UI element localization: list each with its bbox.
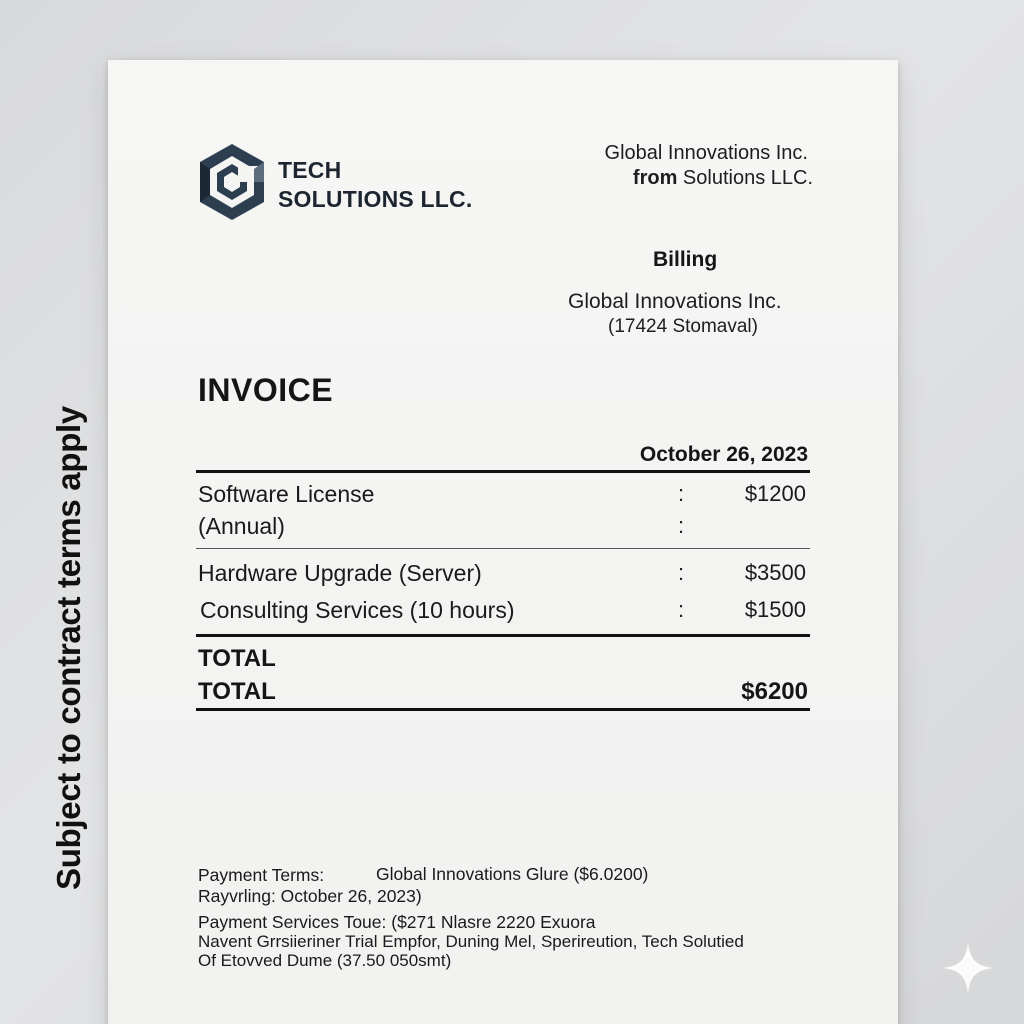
side-note-vertical: Subject to contract terms apply xyxy=(50,406,87,890)
footer-notes-line-2: Of Etovved Dume (37.50 050smt) xyxy=(198,951,452,970)
invoice-date: October 26, 2023 xyxy=(639,443,808,466)
billing-address: (17424 Stomaval) xyxy=(608,316,758,337)
footer-notes-line: Navent Grrsiieriner Trial Empfor, Duning Mel, Sperireution, Tech Solutied xyxy=(198,932,744,951)
header-company-name: Global Innovations Inc. xyxy=(604,142,808,164)
logo-line-2: SOLUTIONS LLC. xyxy=(278,186,473,212)
sparkle-icon xyxy=(940,940,996,996)
item-1-description: Software License xyxy=(198,481,375,507)
header-subline-rest: Solutions LLC. xyxy=(677,167,813,189)
totals-bottom-rule xyxy=(196,708,810,711)
item-3-colon: : xyxy=(678,597,685,622)
payment-services-line: Payment Services Toue: ($271 Nlasre 2220 Exuora xyxy=(198,912,596,932)
logo-line-1: TECH xyxy=(278,157,342,183)
item-1-colon: : xyxy=(678,481,685,506)
billing-name: Global Innovations Inc. xyxy=(568,290,782,313)
company-logo-text xyxy=(278,156,472,214)
billing-heading: Billing xyxy=(653,248,718,271)
totals-top-rule xyxy=(196,634,810,637)
total-label-1: TOTAL xyxy=(198,645,276,672)
item-2-description: Hardware Upgrade (Server) xyxy=(198,560,482,586)
payment-terms-value: Global Innovations Glure ($6.0200) xyxy=(376,864,649,884)
table-top-rule xyxy=(196,470,810,473)
invoice-document xyxy=(108,60,898,1024)
payment-date-line: Rayvrling: October 26, 2023) xyxy=(198,886,422,906)
item-2-colon: : xyxy=(678,560,685,585)
header-company-subline xyxy=(633,167,813,190)
total-amount: $6200 xyxy=(741,678,808,705)
item-1-amount: $1200 xyxy=(744,481,806,506)
invoice-title: INVOICE xyxy=(198,372,334,408)
item-1-description-line2: (Annual) xyxy=(198,513,285,539)
item-3-description: Consulting Services (10 hours) xyxy=(200,597,515,623)
item-3-amount: $1500 xyxy=(744,597,806,622)
item-1-colon-2: : xyxy=(678,513,685,538)
hexagon-logo-icon xyxy=(198,142,266,222)
header-subline-bold: from xyxy=(632,167,678,189)
item-divider xyxy=(196,548,810,549)
payment-terms-label: Payment Terms: xyxy=(198,865,325,885)
item-2-amount: $3500 xyxy=(744,560,806,585)
total-label-2: TOTAL xyxy=(198,678,276,705)
